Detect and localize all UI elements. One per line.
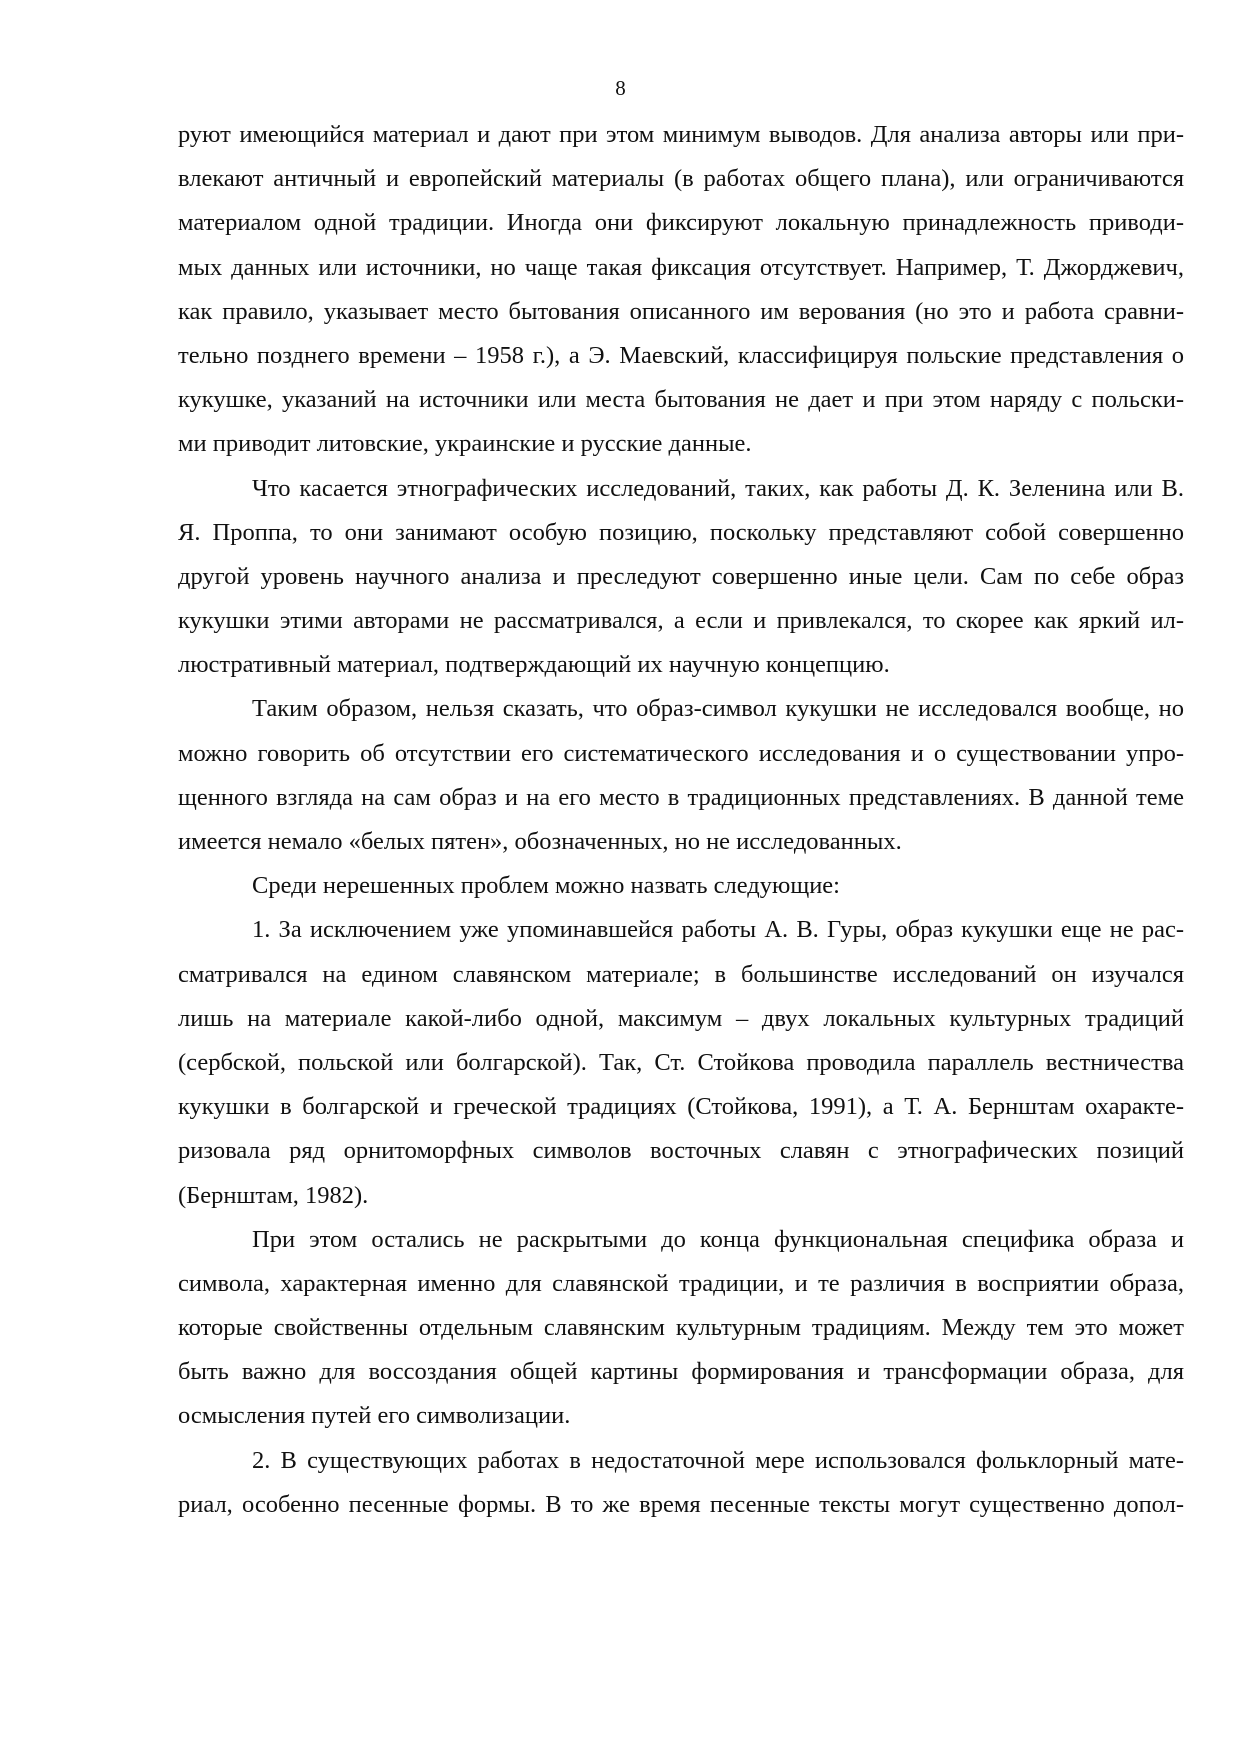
text-line: руют имеющийся материал и дают при этом минимум выводов. Для анализа авторы или при-: [178, 121, 1184, 148]
text-line: быть важно для воссоздания общей картины формирования и трансформации образа, для: [178, 1358, 1184, 1386]
text-line: Я. Проппа, то они занимают особую позицию, поскольку представляют собой совершенно: [178, 518, 1184, 546]
text-line: имеется немало «белых пятен», обозначенных, но не исследованных.: [178, 828, 902, 855]
text-line: мых данных или источники, но чаще такая фиксация отсутствует. Например, Т. Джорджевич,: [178, 253, 1184, 281]
text-line: которые свойственны отдельным славянским культурным традициям. Между тем это может: [178, 1314, 1184, 1342]
text-line: 2. В существующих работах в недостаточной мере использовался фольклорный мате-: [252, 1446, 1184, 1474]
page-number: 8: [615, 76, 626, 100]
text-line: как правило, указывает место бытования описанного им верования (но это и работа сравни-: [178, 297, 1184, 325]
text-line: (Бернштам, 1982).: [178, 1181, 369, 1209]
text-line: При этом остались не раскрытыми до конца функциональная специфика образа и: [252, 1225, 1184, 1253]
text-line: влекают античный и европейский материалы (в работах общего плана), или ограничиваются: [178, 165, 1184, 193]
text-line: тельно позднего времени – 1958 г.), а Э. Маевский, классифицируя польские представления о: [178, 341, 1184, 369]
text-line: лишь на материале какой-либо одной, максимум – двух локальных культурных традиций: [178, 1004, 1184, 1032]
text-line: ми приводит литовские, украинские и русские данные.: [178, 430, 752, 458]
text-line: (сербской, польской или болгарской). Так, Ст. Стойкова проводила параллель вестничества: [178, 1048, 1184, 1076]
text-line: риал, особенно песенные формы. В то же время песенные тексты могут существенно допол-: [178, 1490, 1184, 1518]
text-line: материалом одной традиции. Иногда они фиксируют локальную принадлежность приводи-: [178, 209, 1184, 237]
text-line: символа, характерная именно для славянской традиции, и те различия в восприятии образа,: [178, 1269, 1184, 1297]
text-line: 1. За исключением уже упоминавшейся работы А. В. Гуры, образ кукушки еще не рас-: [252, 916, 1184, 944]
text-line: можно говорить об отсутствии его систематического исследования и о существовании упро-: [178, 739, 1184, 767]
text-line: кукушки в болгарской и греческой традициях (Стойкова, 1991), а Т. А. Бернштам охаракте-: [178, 1093, 1184, 1121]
text-line: ризовала ряд орнитоморфных символов восточных славян с этнографических позиций: [178, 1137, 1184, 1165]
text-line: кукушки этими авторами не рассматривался, а если и привлекался, то скорее как яркий ил-: [178, 607, 1184, 635]
text-line: сматривался на едином славянском материале; в большинстве исследований он изучался: [178, 960, 1184, 988]
text-line: другой уровень научного анализа и преследуют совершенно иные цели. Сам по себе образ: [178, 562, 1184, 590]
text-line: Что касается этнографических исследований, таких, как работы Д. К. Зеленина или В.: [252, 474, 1184, 502]
text-line: Таким образом, нельзя сказать, что образ-символ кукушки не исследовался вообще, но: [252, 695, 1184, 723]
text-line: Среди нерешенных проблем можно назвать следующие:: [252, 872, 840, 900]
text-line: щенного взгляда на сам образ и на его место в традиционных представлениях. В данной теме: [178, 783, 1184, 811]
text-line: люстративный материал, подтверждающий их научную концепцию.: [178, 651, 890, 679]
text-line: кукушке, указаний на источники или места бытования не дает и при этом наряду с польски-: [178, 386, 1184, 414]
text-line: осмысления путей его символизации.: [178, 1402, 571, 1430]
body-text: [178, 113, 1184, 1527]
